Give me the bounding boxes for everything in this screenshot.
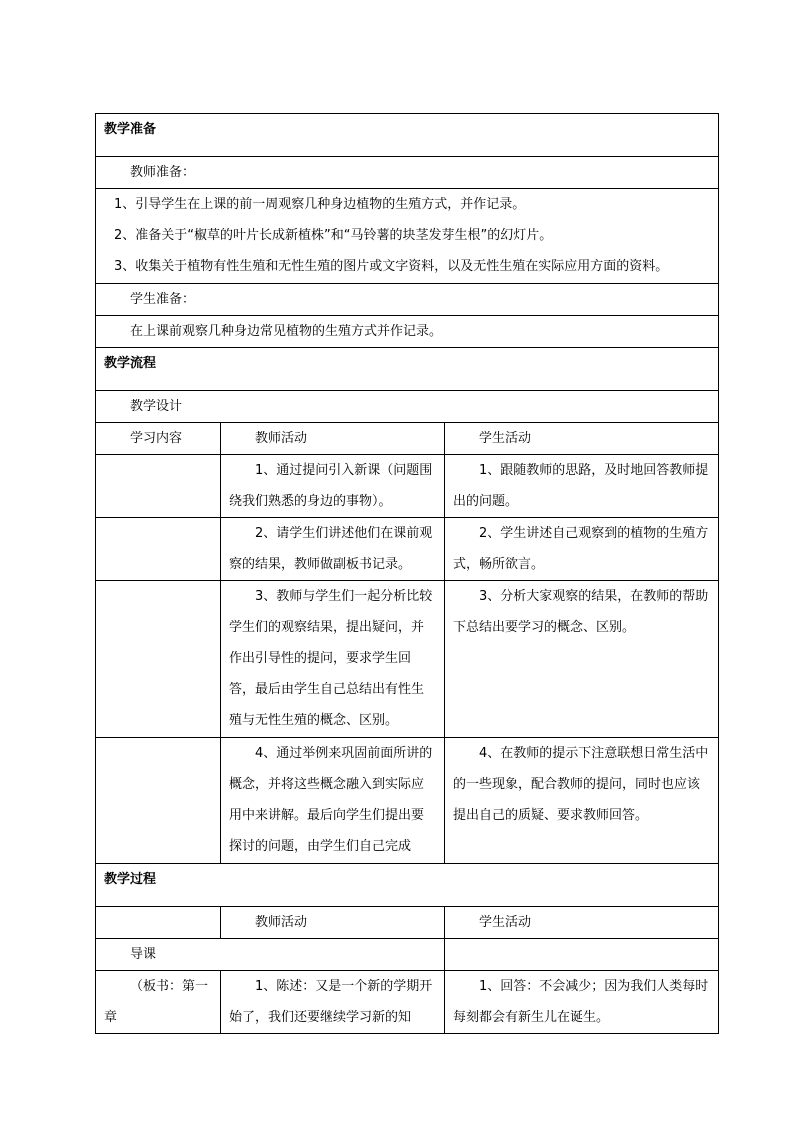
empty-cell [445, 939, 719, 971]
student-activity: 4、在教师的提示下注意联想日常生活中的一些现象，配合教师的提问，同时也应该提出自己的质疑、要求教师回答。 [445, 738, 719, 864]
content-cell [96, 518, 221, 581]
table-row [96, 455, 719, 518]
design-label: 教学设计 [96, 391, 719, 423]
table-row [96, 738, 719, 864]
teacher-prep-items [96, 189, 719, 284]
teacher-activity: 2、请学生们讲述他们在课前观察的结果，教师做副板书记录。 [221, 518, 445, 581]
section-heading-prep: 教学准备 [96, 114, 719, 157]
section-heading-flow: 教学流程 [96, 348, 719, 391]
teacher-prep-item: 1、引导学生在上课的前一周观察几种身边植物的生殖方式，并作记录。 [114, 197, 526, 212]
table-row [96, 971, 719, 1034]
teacher-activity: 3、教师与学生们一起分析比较学生们的观察结果，提出疑问，并作出引导性的提问，要求学生回答，最后由学生自己总结出有性生殖与无性生殖的概念、区别。 [221, 581, 445, 738]
student-activity: 1、回答：不会减少；因为我们人类每时每刻都会有新生儿在诞生。 [445, 971, 719, 1034]
teacher-activity: 4、通过举例来巩固前面所讲的概念，并将这些概念融入到实际应用中来讲解。最后向学生们提出要探讨的问题，由学生们自己完成 [221, 738, 445, 864]
student-prep-label: 学生准备： [96, 284, 719, 316]
col-header-student: 学生活动 [445, 423, 719, 455]
teacher-activity: 1、陈述：又是一个新的学期开始了，我们还要继续学习新的知 [221, 971, 445, 1034]
student-prep-text: 在上课前观察几种身边常见植物的生殖方式并作记录。 [96, 316, 719, 348]
content-cell: （板书：第一章 [96, 971, 221, 1034]
lesson-plan-table [95, 113, 719, 1034]
intro-label: 导课 [96, 939, 445, 971]
col-header-teacher: 教师活动 [221, 907, 445, 939]
teacher-prep-item: 3、收集关于植物有性生殖和无性生殖的图片或文字资料，以及无性生殖在实际应用方面的资料。 [114, 259, 669, 274]
col-header-content: 学习内容 [96, 423, 221, 455]
teacher-activity: 1、通过提问引入新课（问题围绕我们熟悉的身边的事物）。 [221, 455, 445, 518]
col-header-student: 学生活动 [445, 907, 719, 939]
teacher-prep-label: 教师准备： [96, 157, 719, 189]
table-row [96, 518, 719, 581]
student-activity: 1、跟随教师的思路，及时地回答教师提出的问题。 [445, 455, 719, 518]
content-cell [96, 581, 221, 738]
col-header-teacher: 教师活动 [221, 423, 445, 455]
table-row [96, 581, 719, 738]
content-cell [96, 907, 221, 939]
content-cell [96, 738, 221, 864]
teacher-prep-item: 2、准备关于“椒草的叶片长成新植株”和“马铃薯的块茎发芽生根”的幻灯片。 [114, 228, 553, 243]
content-cell [96, 455, 221, 518]
section-heading-process: 教学过程 [96, 864, 719, 907]
student-activity: 3、分析大家观察的结果，在教师的帮助下总结出要学习的概念、区别。 [445, 581, 719, 738]
student-activity: 2、学生讲述自己观察到的植物的生殖方式，畅所欲言。 [445, 518, 719, 581]
